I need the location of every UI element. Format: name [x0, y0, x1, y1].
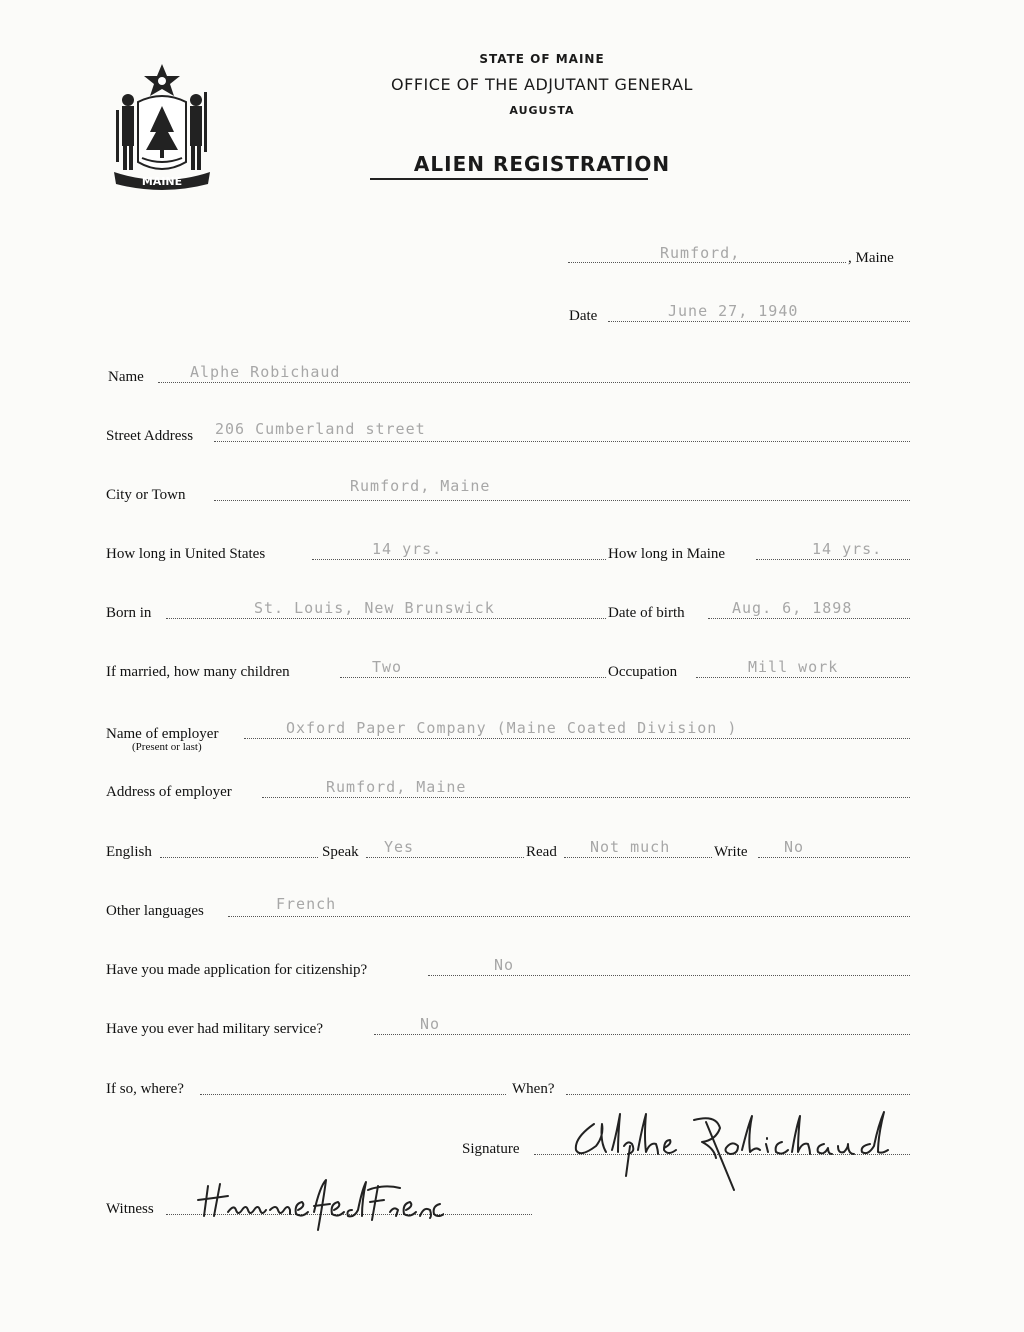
date-value: June 27, 1940 — [668, 302, 799, 320]
date-line — [608, 321, 910, 322]
employer-value: Oxford Paper Company (Maine Coated Division ) — [286, 719, 738, 737]
where-line — [200, 1094, 506, 1095]
place-suffix: , Maine — [848, 250, 894, 266]
street-value: 206 Cumberland street — [215, 420, 426, 438]
header-state: STATE OF MAINE — [479, 52, 605, 66]
write-label: Write — [714, 844, 748, 860]
street-label: Street Address — [106, 428, 194, 444]
title-underline — [370, 178, 648, 180]
employer-address-value: Rumford, Maine — [326, 778, 467, 796]
seal-banner-text: MAINE — [141, 175, 183, 188]
name-line — [158, 382, 910, 383]
speak-line — [366, 857, 524, 858]
us-line — [312, 559, 606, 560]
employer-address-line — [262, 797, 910, 798]
street-line — [214, 441, 910, 442]
born-line — [166, 618, 606, 619]
signature-label: Signature — [462, 1141, 520, 1157]
citizenship-label: Have you made application for citizenship? — [106, 962, 368, 978]
where-label: If so, where? — [106, 1081, 184, 1097]
maine-line — [756, 559, 910, 560]
languages-value: French — [276, 895, 337, 913]
witness-signature — [194, 1176, 444, 1236]
english-label: English — [106, 844, 152, 860]
employer-line — [244, 738, 910, 739]
speak-label: Speak — [322, 844, 359, 860]
write-value: No — [784, 838, 805, 856]
handwritten-signature — [566, 1106, 926, 1196]
occupation-value: Mill work — [748, 658, 839, 676]
citizenship-line — [428, 975, 910, 976]
write-line — [758, 857, 910, 858]
name-value: Alphe Robichaud — [190, 363, 341, 381]
employer-address-label: Address of employer — [106, 784, 232, 800]
maine-label: How long in Maine — [608, 546, 726, 562]
place-line — [568, 262, 846, 263]
dob-label: Date of birth — [608, 605, 685, 621]
dob-value: Aug. 6, 1898 — [732, 599, 853, 617]
when-label: When? — [512, 1081, 555, 1097]
speak-value: Yes — [384, 838, 415, 856]
english-line — [160, 857, 318, 858]
dob-line — [708, 618, 910, 619]
children-label: If married, how many children — [106, 664, 290, 680]
occupation-line — [696, 677, 910, 678]
city-line — [214, 500, 910, 501]
us-value: 14 yrs. — [372, 540, 443, 558]
read-label: Read — [526, 844, 557, 860]
city-label: City or Town — [106, 487, 186, 503]
military-label: Have you ever had military service? — [106, 1021, 323, 1037]
read-value: Not much — [590, 838, 671, 856]
occupation-label: Occupation — [608, 664, 678, 680]
employer-sublabel: (Present or last) — [132, 741, 202, 753]
citizenship-value: No — [494, 956, 515, 974]
employer-label: Name of employer — [106, 726, 219, 742]
born-value: St. Louis, New Brunswick — [254, 599, 495, 617]
read-line — [564, 857, 712, 858]
city-value: Rumford, Maine — [350, 477, 491, 495]
header-city: AUGUSTA — [509, 104, 575, 117]
header-office: OFFICE OF THE ADJUTANT GENERAL — [391, 75, 693, 94]
us-label: How long in United States — [106, 546, 266, 562]
witness-label: Witness — [106, 1201, 154, 1217]
children-value: Two — [372, 658, 403, 676]
place-value: Rumford, — [660, 244, 741, 262]
languages-label: Other languages — [106, 903, 204, 919]
maine-value: 14 yrs. — [812, 540, 883, 558]
born-label: Born in — [106, 605, 152, 621]
military-line — [374, 1034, 910, 1035]
name-label: Name — [108, 369, 144, 385]
languages-line — [228, 916, 910, 917]
date-label: Date — [569, 308, 598, 324]
form-title: ALIEN REGISTRATION — [413, 152, 671, 176]
children-line — [340, 677, 606, 678]
military-value: No — [420, 1015, 441, 1033]
when-line — [566, 1094, 910, 1095]
